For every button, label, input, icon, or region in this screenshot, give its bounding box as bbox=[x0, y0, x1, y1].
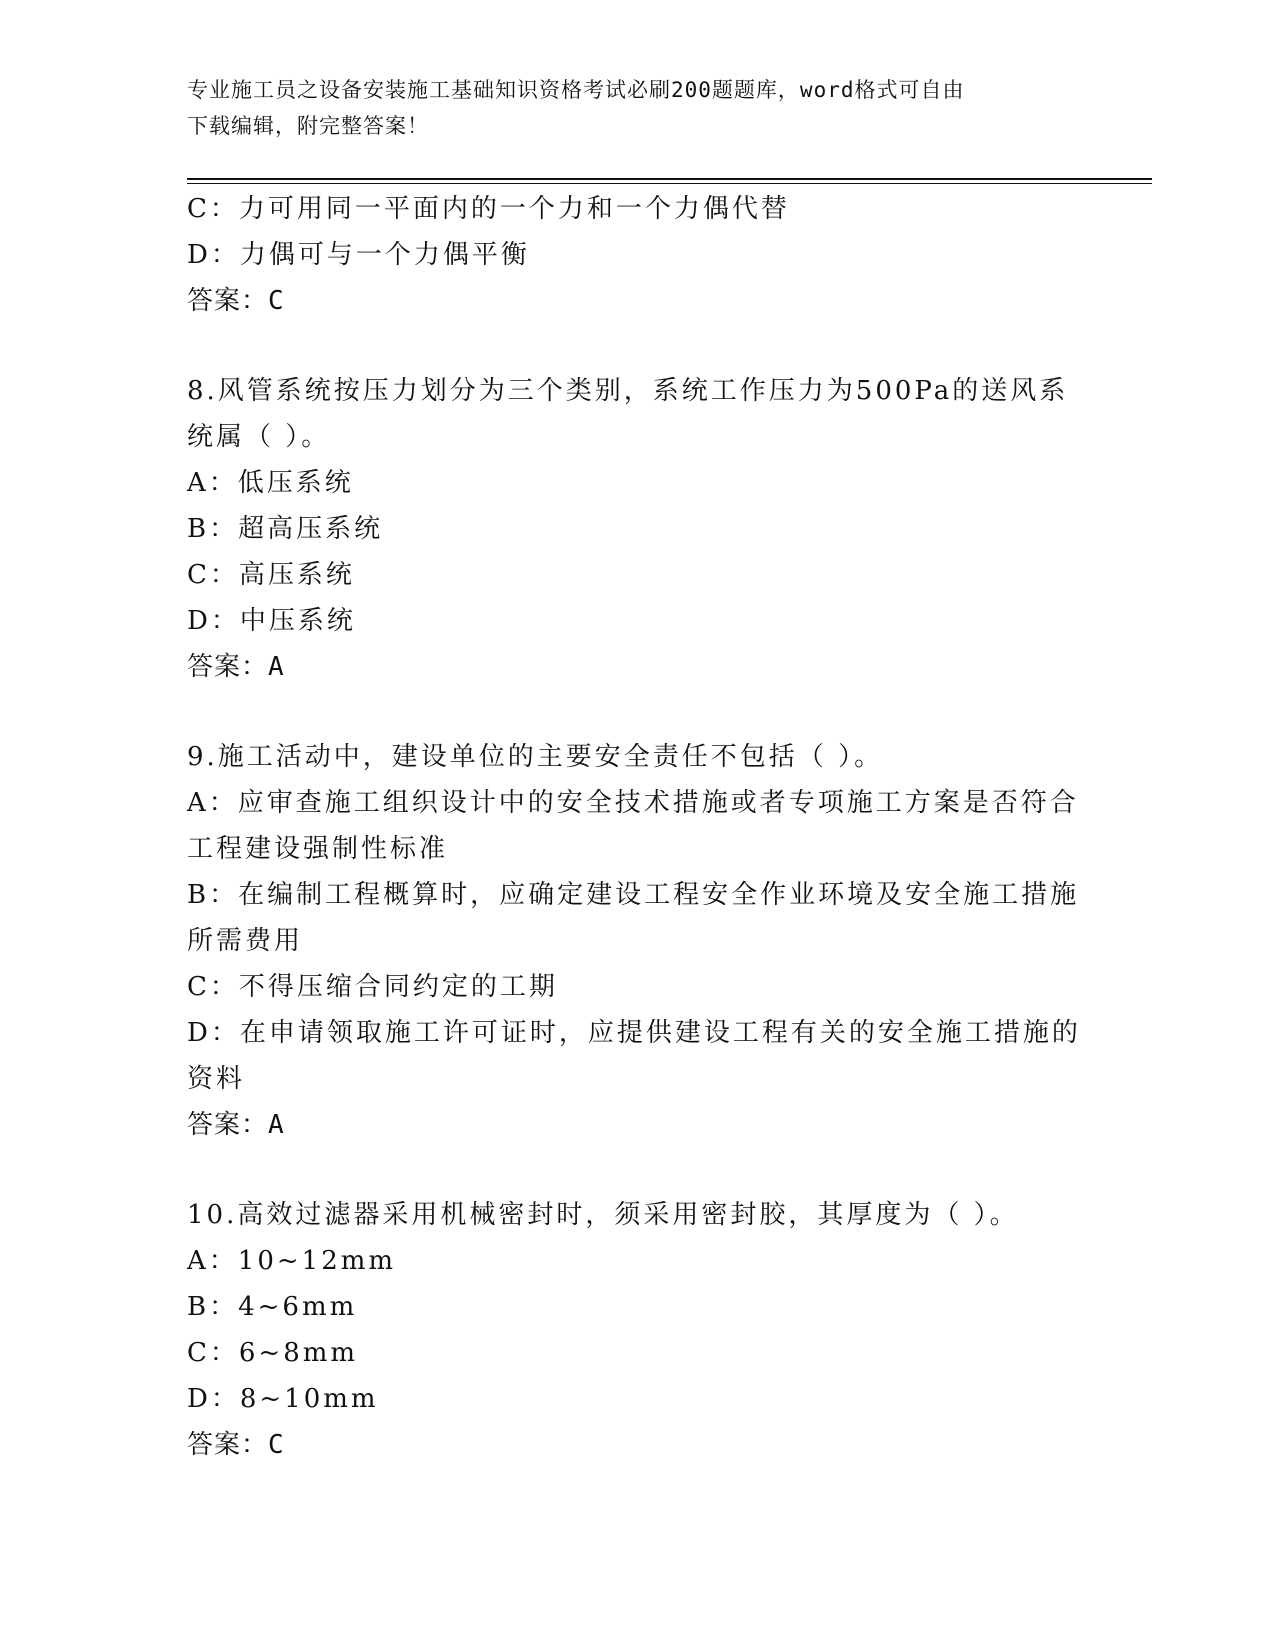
question-7-option-d: D：力偶可与一个力偶平衡 bbox=[187, 240, 530, 270]
question-9-option-d-line-1: D：在申请领取施工许可证时，应提供建设工程有关的安全施工措施的 bbox=[187, 1018, 1081, 1048]
question-8-option-a: A：低压系统 bbox=[187, 468, 354, 498]
question-10-option-d: D：8~10mm bbox=[187, 1384, 379, 1414]
question-8-option-b: B：超高压系统 bbox=[187, 514, 384, 544]
document-header bbox=[187, 72, 1067, 144]
question-9-option-d-line-2: 资料 bbox=[187, 1064, 246, 1094]
question-9-option-a-line-2: 工程建设强制性标准 bbox=[187, 834, 449, 864]
question-8-option-d: D：中压系统 bbox=[187, 606, 356, 636]
question-9 bbox=[187, 734, 1081, 1148]
question-8-answer: 答案：A bbox=[187, 652, 285, 682]
question-10-stem: 10.高效过滤器采用机械密封时，须采用密封胶，其厚度为（ ）。 bbox=[187, 1200, 1019, 1230]
question-7-remainder bbox=[187, 186, 1077, 324]
question-10 bbox=[187, 1192, 1077, 1468]
question-9-option-b-line-1: B：在编制工程概算时，应确定建设工程安全作业环境及安全施工措施 bbox=[187, 880, 1080, 910]
question-spacer bbox=[187, 1148, 1077, 1192]
question-content bbox=[187, 186, 1081, 1468]
question-8 bbox=[187, 368, 1077, 690]
question-10-option-a: A：10~12mm bbox=[187, 1246, 397, 1276]
header-title-line-1: 专业施工员之设备安装施工基础知识资格考试必刷200题题库，word格式可自由 bbox=[187, 78, 965, 102]
question-10-option-c: C：6~8mm bbox=[187, 1338, 359, 1368]
question-9-option-b-line-2: 所需费用 bbox=[187, 926, 304, 956]
question-10-option-b: B：4~6mm bbox=[187, 1292, 358, 1322]
question-9-stem: 9.施工活动中，建设单位的主要安全责任不包括（ ）。 bbox=[187, 742, 884, 772]
question-spacer bbox=[187, 690, 1077, 734]
question-8-stem-line-1: 8.风管系统按压力划分为三个类别，系统工作压力为500Pa的送风系 bbox=[187, 376, 1069, 406]
question-7-answer: 答案：C bbox=[187, 286, 285, 316]
question-9-option-c: C：不得压缩合同约定的工期 bbox=[187, 972, 558, 1002]
header-divider-thick bbox=[187, 178, 1152, 180]
question-spacer bbox=[187, 324, 1077, 368]
question-9-answer: 答案：A bbox=[187, 1110, 285, 1140]
header-title-line-2: 下载编辑，附完整答案！ bbox=[187, 114, 429, 138]
question-8-option-c: C：高压系统 bbox=[187, 560, 355, 590]
question-7-option-c: C：力可用同一平面内的一个力和一个力偶代替 bbox=[187, 194, 790, 224]
header-divider-thin bbox=[187, 183, 1152, 184]
question-8-stem-line-2: 统属（ ）。 bbox=[187, 422, 331, 452]
question-9-option-a-line-1: A：应审查施工组织设计中的安全技术措施或者专项施工方案是否符合 bbox=[187, 788, 1079, 818]
question-10-answer: 答案：C bbox=[187, 1430, 285, 1460]
